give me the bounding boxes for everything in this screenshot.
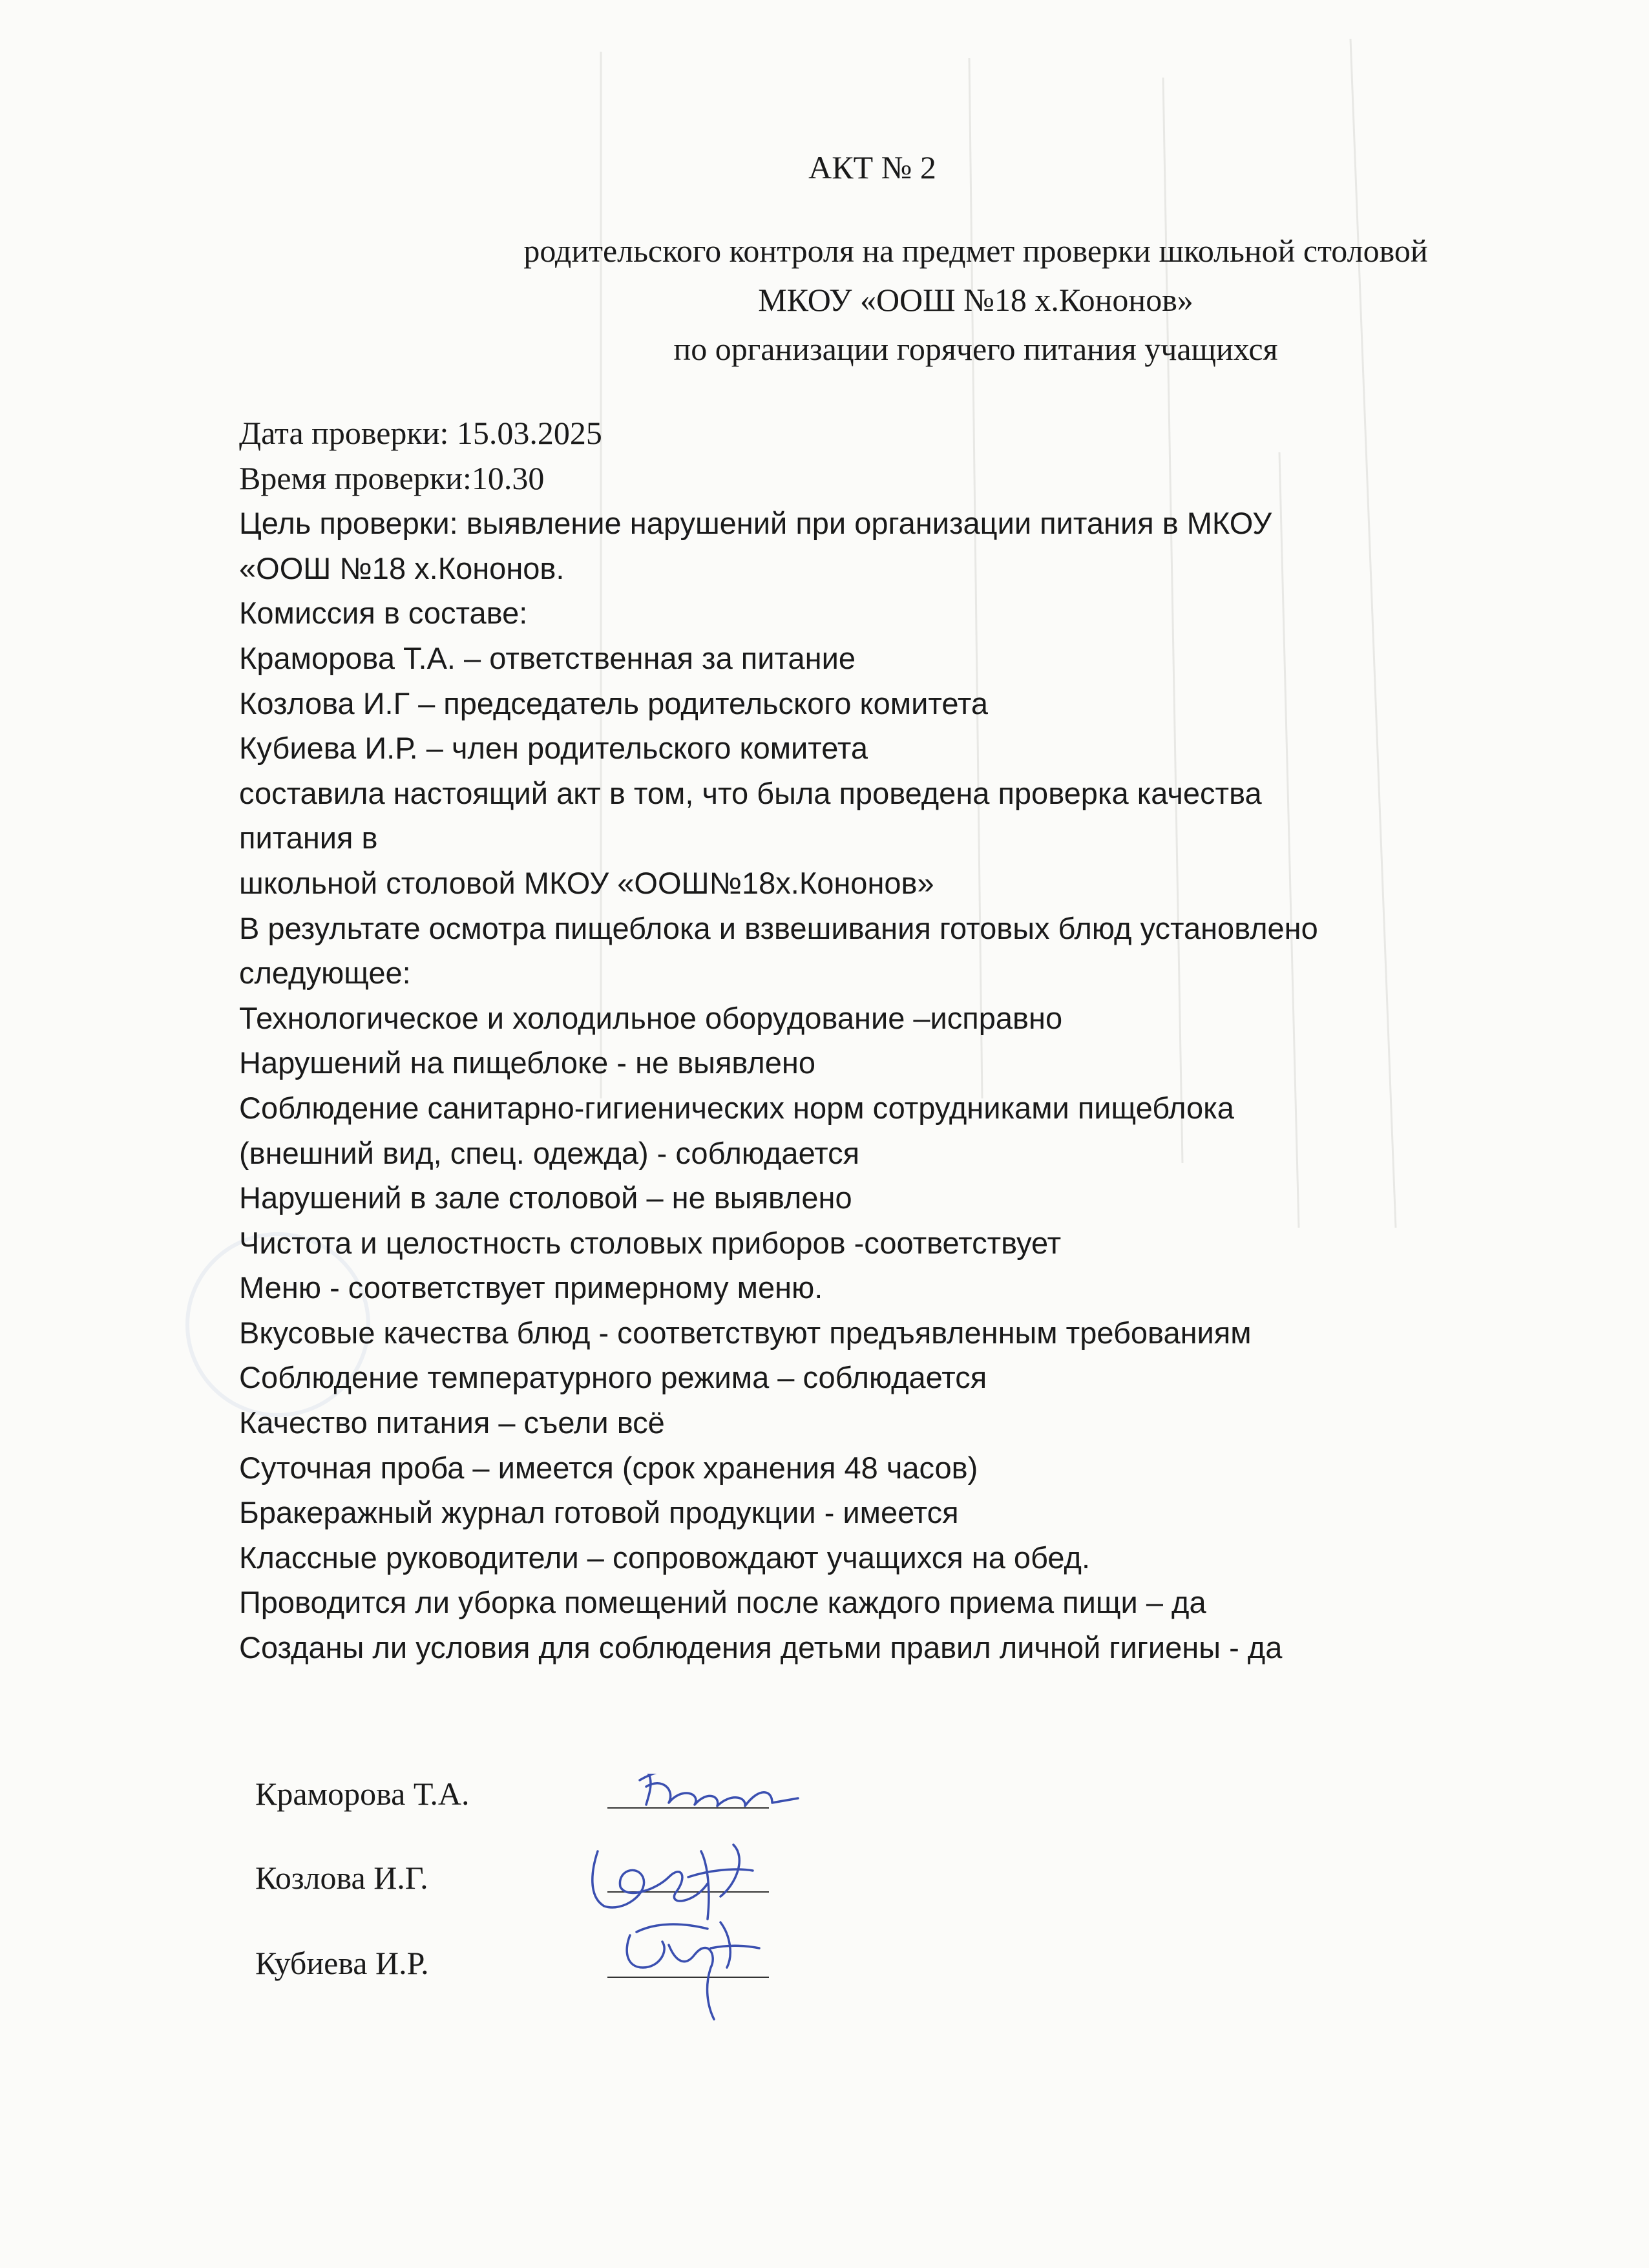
body-line: Соблюдение санитарно-гигиенических норм сотрудниками пищеблока	[239, 1090, 1234, 1125]
body-line: Чистота и целостность столовых приборов -соответствует	[239, 1225, 1062, 1260]
body-line: следующее:	[239, 956, 411, 991]
body-line: Комиссия в составе:	[239, 596, 528, 631]
document-body	[239, 411, 1557, 1670]
inspection-date: Дата проверки: 15.03.2025	[239, 415, 602, 451]
heading-line: МКОУ «ООШ №18 х.Кононов»	[758, 282, 1193, 318]
body-line: школьной столовой МКОУ «ООШ№18х.Кононов»	[239, 865, 934, 900]
body-line: Проводится ли уборка помещений после каждого приема пищи – да	[239, 1585, 1206, 1620]
signatory-name: Кубиева И.Р.	[255, 1945, 429, 1981]
signature-block	[255, 1774, 1031, 2032]
heading-line: родительского контроля на предмет проверки школьной столовой	[523, 233, 1428, 269]
body-line: Кубиева И.Р. – член родительского комитета	[239, 731, 868, 766]
body-line: Классные руководители – сопровождают учащихся на обед.	[239, 1540, 1091, 1575]
body-line: Соблюдение температурного режима – соблюдается	[239, 1360, 987, 1395]
document-title: АКТ № 2	[808, 149, 936, 185]
body-line: Нарушений в зале столовой – не выявлено	[239, 1181, 852, 1215]
body-line: Краморова Т.А. – ответственная за питание	[239, 640, 856, 675]
body-line: Бракеражный журнал готовой продукции - имеется	[239, 1495, 959, 1530]
heading-line: по организации горячего питания учащихся	[673, 331, 1278, 367]
body-line: Цель проверки: выявление нарушений при организации питания в МКОУ	[239, 506, 1272, 541]
body-line: Технологическое и холодильное оборудование –исправно	[239, 1000, 1063, 1035]
signatory-name: Краморова Т.А.	[255, 1776, 470, 1812]
body-line: Суточная проба – имеется (срок хранения 48 часов)	[239, 1450, 978, 1485]
signatory-name: Козлова И.Г.	[255, 1860, 428, 1896]
body-line: В результате осмотра пищеблока и взвешивания готовых блюд установлено	[239, 910, 1318, 945]
body-line: Нарушений на пищеблоке - не выявлено	[239, 1045, 815, 1080]
document-heading	[0, 226, 1649, 373]
body-line: составила настоящий акт в том, что была проведена проверка качества	[239, 775, 1262, 810]
inspection-time: Время проверки:10.30	[239, 459, 545, 496]
handwritten-signatures	[255, 1774, 1031, 2032]
body-line: Меню - соответствует примерному меню.	[239, 1270, 823, 1305]
body-line: Созданы ли условия для соблюдения детьми правил личной гигиены - да	[239, 1630, 1283, 1665]
body-line: Козлова И.Г – председатель родительского комитета	[239, 686, 989, 720]
body-line: Вкусовые качества блюд - соответствуют предъявленным требованиям	[239, 1315, 1252, 1350]
body-line: (внешний вид, спец. одежда) - соблюдается	[239, 1135, 860, 1170]
body-line: питания в	[239, 821, 378, 856]
body-line: «ООШ №18 х.Кононов.	[239, 551, 565, 585]
body-line: Качество питания – съели всё	[239, 1405, 665, 1440]
